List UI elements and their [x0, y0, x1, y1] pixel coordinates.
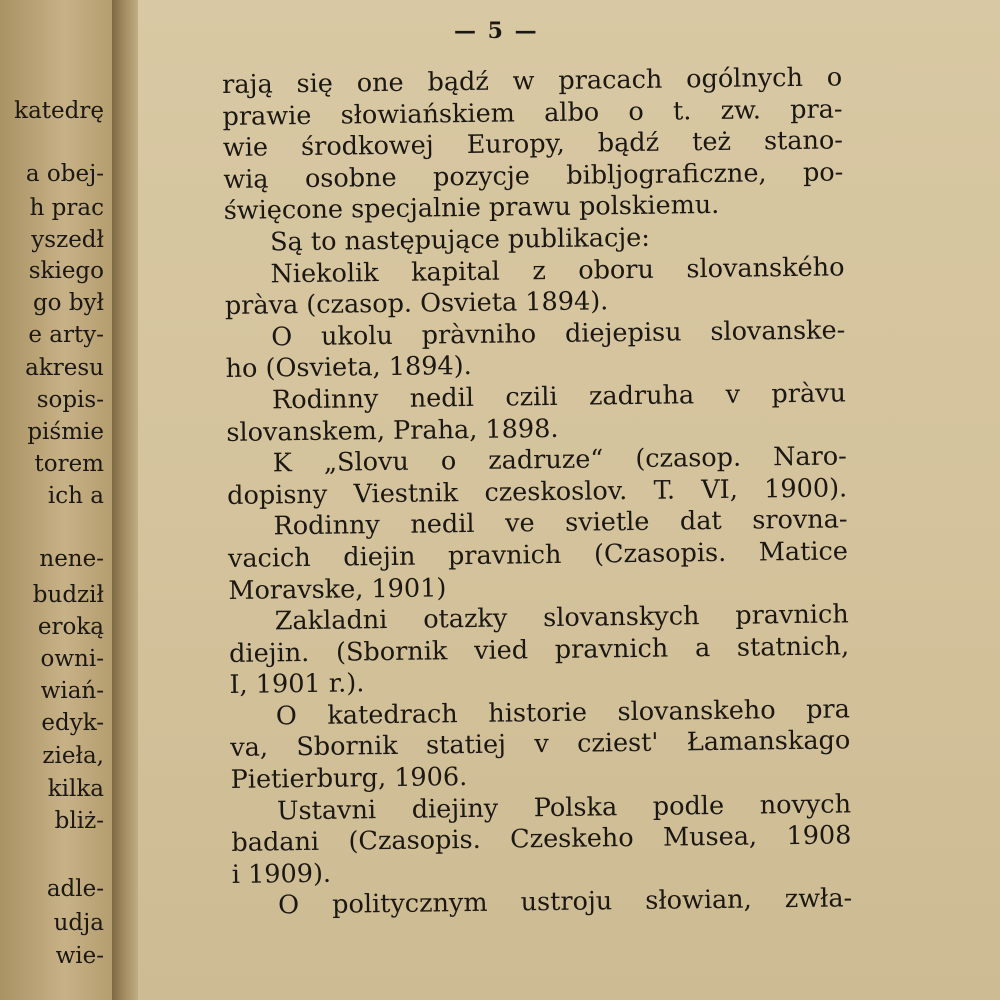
page-number: — 5 — [454, 18, 539, 44]
text-line: prawie słowiańskiem albo o t. zw. pra- [222, 94, 843, 132]
text-line: K „Slovu o zadruze“ (czasop. Naro- [272, 441, 847, 479]
text-line: święcone specjalnie prawu polskiemu. [223, 190, 720, 227]
left-page-line: h prac [29, 195, 104, 221]
left-page-line: ich a [47, 483, 104, 509]
text-line: va, Sbornik statiej v cziest' Łamanskago [230, 725, 851, 764]
left-page [0, 0, 118, 1000]
left-page-line: katedrę [14, 98, 104, 124]
text-line: pràva (czasop. Osvieta 1894). [224, 286, 609, 322]
text-line: dopisny Viestnik czeskoslov. T. VI, 1900). [227, 473, 848, 511]
text-line: ho (Osvieta, 1894). [225, 351, 472, 385]
text-line: wią osobne pozycje bibljograficzne, po- [223, 157, 844, 195]
left-page-line: edyk- [41, 710, 104, 736]
left-page-line: go był [32, 290, 104, 316]
text-line: diejin. (Sbornik vied pravnich a statnich, [228, 631, 850, 669]
text-line: I, 1901 r.). [229, 668, 365, 701]
left-page-line: torem [34, 451, 104, 477]
left-page-line: akresu [25, 355, 104, 381]
left-page-line: nene- [39, 546, 104, 572]
text-line: Rodinny nedil ve svietle dat srovna- [273, 504, 848, 542]
text-line: O katedrach historie slovanskeho pra [275, 694, 851, 732]
left-page-line: skiego [28, 258, 104, 284]
left-page-line: zieła, [42, 743, 104, 769]
left-page-line: udja [53, 910, 104, 936]
left-page-line: yszedł [31, 227, 104, 253]
left-page-line: wiań- [40, 678, 104, 704]
text-line: Pietierburg, 1906. [230, 762, 468, 796]
text-line: wie środkowej Europy, bądź też stano- [222, 125, 844, 164]
text-line: O politycznym ustroju słowian, zwła- [278, 883, 853, 921]
text-line: O ukolu pràvniho diejepisu slovanske- [271, 315, 846, 353]
right-page-text [222, 62, 852, 923]
left-page-line: sopis- [36, 387, 104, 413]
left-page-line: eroką [37, 614, 104, 640]
text-line: Są to następujące publikacje: [269, 222, 651, 258]
left-page-line: e arty- [28, 322, 104, 348]
text-line: Zakladni otazky slovanskych pravnich [274, 599, 849, 637]
text-line: rają się one bądź w pracach ogólnych o [222, 62, 843, 100]
left-page-line: kilka [47, 776, 104, 802]
text-line: vacich diejin pravnich (Czasopis. Matice [227, 536, 849, 574]
left-page-line: wie- [55, 943, 104, 969]
text-line: Ustavni diejiny Polska podle novych [276, 789, 852, 827]
left-page-line: bliż- [54, 808, 104, 834]
text-line: Rodinny nedil czili zadruha v pràvu [271, 378, 847, 416]
text-line: i 1909). [231, 858, 332, 890]
text-line: Niekolik kapital z oboru slovanského [270, 251, 845, 289]
left-page-line: adle- [46, 876, 104, 902]
left-page-line: piśmie [27, 419, 104, 445]
text-line: badani (Czasopis. Czeskeho Musea, 1908 [231, 820, 852, 859]
text-line: slovanskem, Praha, 1898. [226, 413, 559, 448]
left-page-line: owni- [40, 646, 104, 672]
left-page-line: budził [32, 582, 104, 608]
text-line: Moravske, 1901) [228, 572, 447, 606]
left-page-line: a obej- [25, 161, 104, 187]
